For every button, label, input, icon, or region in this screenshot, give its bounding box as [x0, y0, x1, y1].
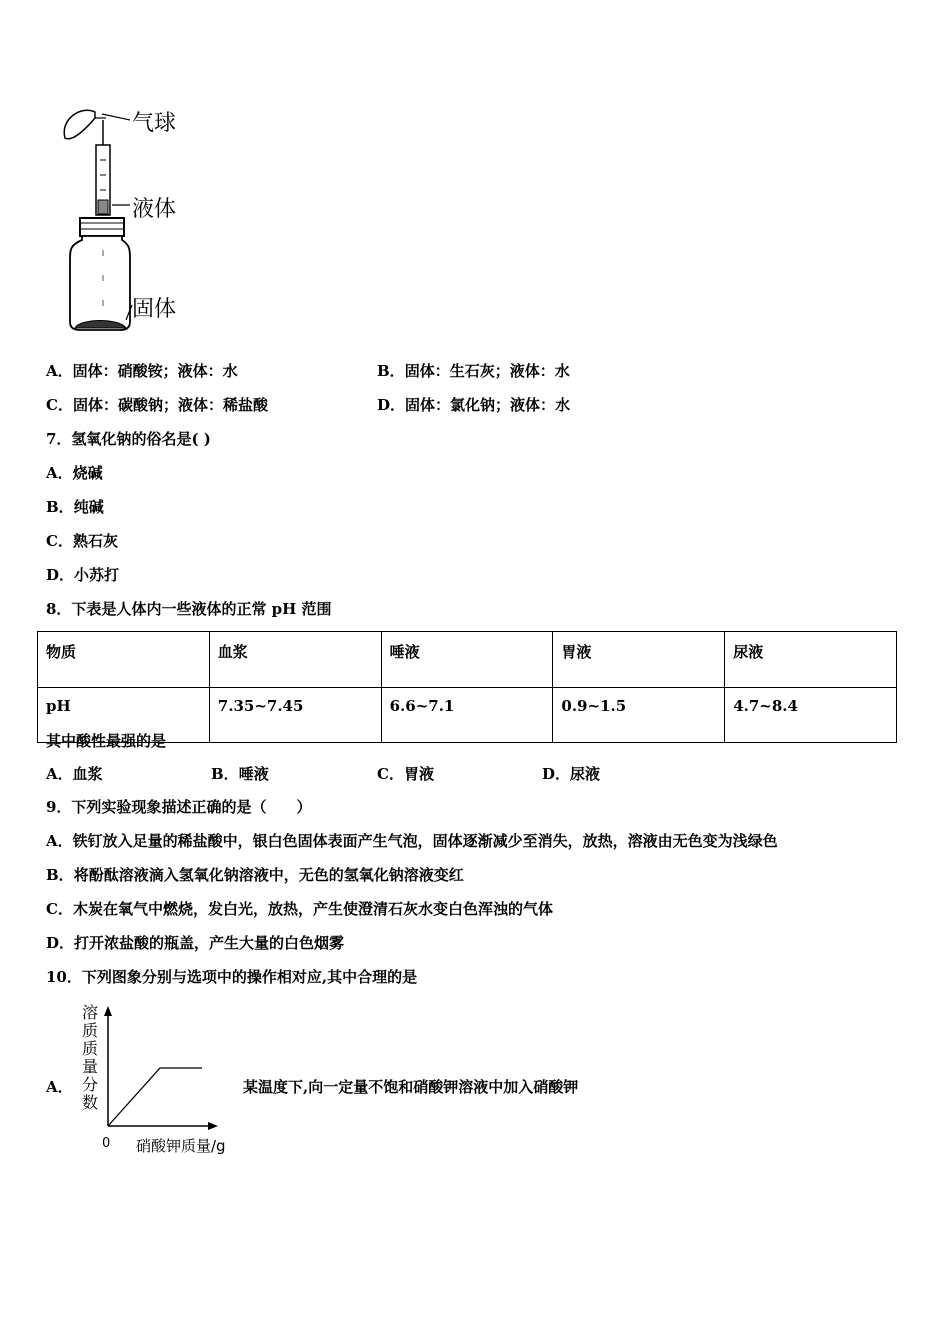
q6-option-b[interactable]: B．固体：生石灰；液体：水 [377, 362, 570, 380]
q8-option-a[interactable]: A．血浆 [46, 765, 103, 783]
q7-option-b[interactable]: B．纯碱 [46, 498, 104, 516]
balloon-label: 气球 [132, 111, 177, 136]
table-row [38, 632, 897, 688]
q9-option-a[interactable]: A．铁钉放入足量的稀盐酸中，银白色固体表面产生气泡，固体逐渐减少至消失，放热，溶液由无色变为浅绿色 [46, 832, 778, 850]
q7-option-c[interactable]: C．熟石灰 [46, 532, 118, 550]
apparatus-figure [50, 100, 200, 340]
q9-option-b[interactable]: B．将酚酞溶液滴入氢氧化钠溶液中，无色的氢氧化钠溶液变红 [46, 866, 464, 884]
table-cell: 0.9~1.5 [553, 688, 725, 743]
table-row [38, 688, 897, 743]
q8-stem: 8．下表是人体内一些液体的正常 pH 范围 [46, 600, 332, 618]
table-cell: 尿液 [725, 632, 897, 688]
table-cell: 7.35~7.45 [209, 688, 381, 743]
graph-origin: 0 [102, 1136, 111, 1151]
q9-option-d[interactable]: D．打开浓盐酸的瓶盖，产生大量的白色烟雾 [46, 934, 345, 952]
table-cell: 6.6~7.1 [381, 688, 553, 743]
q6-option-d[interactable]: D．固体：氯化钠；液体：水 [377, 396, 571, 414]
y-axis-label: 溶 质 质 量 分 数 [81, 1003, 98, 1112]
apparatus-drawing [50, 100, 200, 340]
q8-option-d[interactable]: D．尿液 [542, 765, 601, 783]
q10-option-a-letter[interactable]: A． [46, 1078, 73, 1096]
table-cell: 胃液 [553, 632, 725, 688]
table-cell: 4.7~8.4 [725, 688, 897, 743]
q9-stem: 9．下列实验现象描述正确的是（ ） [46, 798, 312, 816]
q8-question: 其中酸性最强的是 [46, 732, 167, 750]
q7-stem: 7．氢氧化钠的俗名是( ) [46, 430, 211, 448]
q10-option-a-text: 某温度下,向一定量不饱和硝酸钾溶液中加入硝酸钾 [243, 1078, 579, 1096]
liquid-label: 液体 [132, 197, 177, 222]
x-axis-label: 硝酸钾质量/g [136, 1137, 226, 1155]
q9-option-c[interactable]: C．木炭在氧气中燃烧，发白光，放热，产生使澄清石灰水变白色浑浊的气体 [46, 900, 553, 918]
ph-table [37, 631, 897, 743]
graph-curve [108, 1068, 202, 1126]
q8-option-b[interactable]: B．唾液 [211, 765, 269, 783]
q10-stem: 10．下列图象分别与选项中的操作相对应,其中合理的是 [46, 968, 418, 986]
table-cell: pH [38, 688, 210, 743]
table-cell: 唾液 [381, 632, 553, 688]
q8-option-c[interactable]: C．胃液 [377, 765, 434, 783]
table-cell: 物质 [38, 632, 210, 688]
q7-option-d[interactable]: D．小苏打 [46, 566, 120, 584]
q10-option-a-graph [78, 1000, 238, 1160]
table-cell: 血浆 [209, 632, 381, 688]
solid-label: 固体 [132, 297, 177, 322]
q6-option-a[interactable]: A．固体：硝酸铵；液体：水 [46, 362, 238, 380]
q7-option-a[interactable]: A．烧碱 [46, 464, 103, 482]
q6-option-c[interactable]: C．固体：碳酸钠；液体：稀盐酸 [46, 396, 268, 414]
